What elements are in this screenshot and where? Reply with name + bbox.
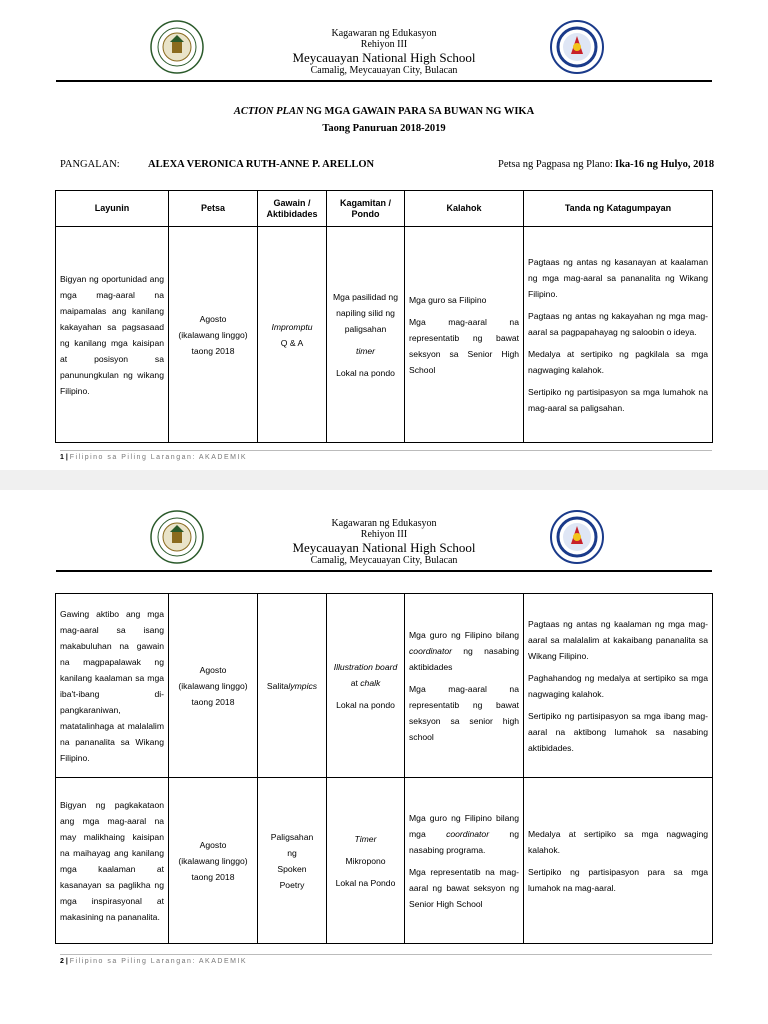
page-number: 1 xyxy=(60,454,64,461)
tanda-item: Pagtaas ng antas ng kasanayan at kaalaman ng mga mag-aaral sa pananalita ng Wikang Filipino. xyxy=(528,256,708,299)
letterhead-rule xyxy=(56,80,712,82)
tanda-item: Sertipiko ng partisipasyon sa mga lumahok na mag-aaral sa paligsahan. xyxy=(528,386,708,413)
region-name: Rehiyon III xyxy=(360,529,408,540)
gawain-name: Salita xyxy=(266,680,289,691)
kalahok-item: Mga guro sa Filipino xyxy=(409,294,487,305)
cell-kagamitan xyxy=(327,227,405,443)
cell-petsa xyxy=(169,778,258,944)
petsa-month: Agosto xyxy=(199,313,227,324)
kalahok-item: Mga guro ng Filipino bilang mga xyxy=(409,812,519,839)
kalahok-item: ng nasabing aktibidades xyxy=(409,645,519,672)
department-name: Kagawaran ng Edukasyon xyxy=(331,518,437,529)
cell-tanda xyxy=(524,778,713,944)
kalahok-role: coordinator xyxy=(446,828,490,839)
cell-kagamitan xyxy=(327,778,405,944)
page-footer xyxy=(60,450,712,461)
cell-kalahok xyxy=(405,778,524,944)
cell-layunin: Bigyan ng pagkakataon ang mga mag-aaral na may malikhaing kaisipan na maihayag ang kanilang mga kaalaman at kasanayan sa paglikha ng mga inspirasyonal at makasining na pananalita. xyxy=(56,778,169,944)
name-label: PANGALAN: xyxy=(60,159,120,170)
cell-petsa xyxy=(169,227,258,443)
petsa-year: taong 2018 xyxy=(191,345,235,356)
cell-gawain xyxy=(258,227,327,443)
col-gawain: Gawain / Aktibidades xyxy=(258,191,327,227)
school-address: Camalig, Meycauayan City, Bulacan xyxy=(310,555,458,566)
petsa-month: Agosto xyxy=(199,664,227,675)
document-title xyxy=(0,106,768,117)
tanda-item: Paghahandog ng medalya at sertipiko sa mga nagwaging kalahok. xyxy=(528,672,708,699)
tanda-item: Sertipiko ng partisipasyon para sa mga lumahok na mag-aaral. xyxy=(528,866,708,893)
col-kalahok: Kalahok xyxy=(405,191,524,227)
tanda-item: Pagtaas ng antas ng kaalaman ng mga mag-aaral sa malalalim at kakaibang pananalita sa Wikang Filipino. xyxy=(528,618,708,661)
table-row xyxy=(56,594,713,778)
footer-text: Filipino sa Piling Larangan: AKADEMIK xyxy=(69,454,248,461)
kalahok-role: coordinator xyxy=(409,645,452,656)
school-address: Camalig, Meycauayan City, Bulacan xyxy=(310,65,458,76)
kagamitan-item: Mga pasilidad ng napiling silid ng paligsahan xyxy=(333,291,398,334)
col-layunin: Layunin xyxy=(56,191,169,227)
action-plan-table-1 xyxy=(55,190,713,443)
kagamitan-item: Lokal na pondo xyxy=(336,367,395,378)
kagamitan-item: chalk xyxy=(360,677,381,688)
gawain-name: Spoken xyxy=(277,863,307,874)
letterhead-rule xyxy=(56,570,712,572)
gawain-detail: Q & A xyxy=(280,337,304,348)
cell-tanda xyxy=(524,594,713,778)
kalahok-item: Mga mag-aaral na representatib ng bawat seksyon sa senior high school xyxy=(409,683,519,742)
cell-kagamitan xyxy=(327,594,405,778)
kalahok-item: Mga guro ng Filipino bilang xyxy=(409,629,519,640)
school-year: Taong Panuruan 2018-2019 xyxy=(322,123,446,134)
kagamitan-item: Mikropono xyxy=(345,855,386,866)
name-value: ALEXA VERONICA RUTH-ANNE P. ARELLON xyxy=(148,159,375,170)
kagamitan-item: Lokal na Pondo xyxy=(335,877,396,888)
tanda-item: Pagtaas ng antas ng kakayahan ng mga mag-aaral sa pagpapahayag ng saloobin o ideya. xyxy=(528,310,708,337)
letterhead-text xyxy=(56,28,712,76)
page-number: 2 xyxy=(60,958,64,965)
table-row xyxy=(56,227,713,443)
petsa-week: (ikalawang linggo) xyxy=(178,329,248,340)
cell-kalahok xyxy=(405,594,524,778)
deped-seal-icon xyxy=(550,510,604,564)
page-2 xyxy=(0,490,768,1024)
kagamitan-joiner: at xyxy=(350,677,361,688)
gawain-name: Impromptu xyxy=(271,321,313,332)
tanda-item: Medalya at sertipiko sa mga nagwaging kalahok. xyxy=(528,828,708,855)
petsa-week: (ikalawang linggo) xyxy=(178,680,248,691)
petsa-year: taong 2018 xyxy=(191,871,235,882)
footer-text: Filipino sa Piling Larangan: AKADEMIK xyxy=(69,958,248,965)
letterhead-text xyxy=(56,518,712,566)
letterhead xyxy=(56,0,712,90)
gawain-name: Paligsahan xyxy=(270,831,314,842)
title-rest: NG MGA GAWAIN PARA SA BUWAN NG WIKA xyxy=(303,106,535,117)
cell-tanda xyxy=(524,227,713,443)
cell-kalahok xyxy=(405,227,524,443)
submission-date-value: Ika-16 ng Hulyo, 2018 xyxy=(615,159,715,170)
title-italic: ACTION PLAN xyxy=(233,106,304,117)
page-1 xyxy=(0,0,768,470)
table-row xyxy=(56,778,713,944)
school-name: Meycauayan National High School xyxy=(292,540,476,555)
kagamitan-item: Lokal na pondo xyxy=(336,699,395,710)
kagamitan-item: Illustration board xyxy=(333,661,398,672)
action-plan-table-2 xyxy=(55,593,713,944)
kagamitan-item: Timer xyxy=(354,833,377,844)
cell-petsa xyxy=(169,594,258,778)
col-petsa: Petsa xyxy=(169,191,258,227)
footer-separator: | xyxy=(63,454,70,461)
department-name: Kagawaran ng Edukasyon xyxy=(331,28,437,39)
tanda-item: Sertipiko ng partisipasyon sa mga ibang mag-aaral na aktibong lumahok sa nasabing aktibidades. xyxy=(528,710,708,753)
petsa-year: taong 2018 xyxy=(191,696,235,707)
page-footer xyxy=(60,954,712,965)
petsa-week: (ikalawang linggo) xyxy=(178,855,248,866)
gawain-name-italic: lympics xyxy=(288,680,318,691)
tanda-item: Medalya at sertipiko ng pagkilala sa mga nagwaging kalahok. xyxy=(528,348,708,375)
gawain-name: ng xyxy=(287,847,297,858)
cell-layunin: Gawing aktibo ang mga mag-aaral sa isang makabuluhan na gawain na magpapalawak ng kanilang kaalaman sa mga iba't-ibang di-pangkaraniwan, matatalinhaga at malalalim na pananalita sa Wikang Filipino. xyxy=(56,594,169,778)
footer-separator: | xyxy=(63,958,70,965)
kagamitan-item: timer xyxy=(355,345,376,356)
table-header-row xyxy=(56,191,713,227)
region-name: Rehiyon III xyxy=(360,39,408,50)
col-tanda: Tanda ng Katagumpayan xyxy=(524,191,713,227)
kalahok-item: Mga mag-aaral na representatib ng bawat seksyon sa Senior High School xyxy=(409,316,519,375)
deped-seal-icon xyxy=(550,20,604,74)
cell-gawain xyxy=(258,594,327,778)
kalahok-item: ng nasabing programa. xyxy=(409,828,519,855)
gawain-name: Poetry xyxy=(279,879,305,890)
submission-date-label: Petsa ng Pagpasa ng Plano: xyxy=(498,159,613,170)
school-name: Meycauayan National High School xyxy=(292,50,476,65)
kalahok-item: Mga representatib na mag-aaral ng bawat seksyon ng Senior High School xyxy=(409,866,519,909)
cell-layunin: Bigyan ng oportunidad ang mga mag-aaral na maipamalas ang kanilang kakayahan sa pagsasaad ng kanilang mga kaisipan at posisyon sa panunungkulan ng wikang Filipino. xyxy=(56,227,169,443)
letterhead xyxy=(56,490,712,580)
col-kagamitan: Kagamitan / Pondo xyxy=(327,191,405,227)
cell-gawain xyxy=(258,778,327,944)
petsa-month: Agosto xyxy=(199,839,227,850)
